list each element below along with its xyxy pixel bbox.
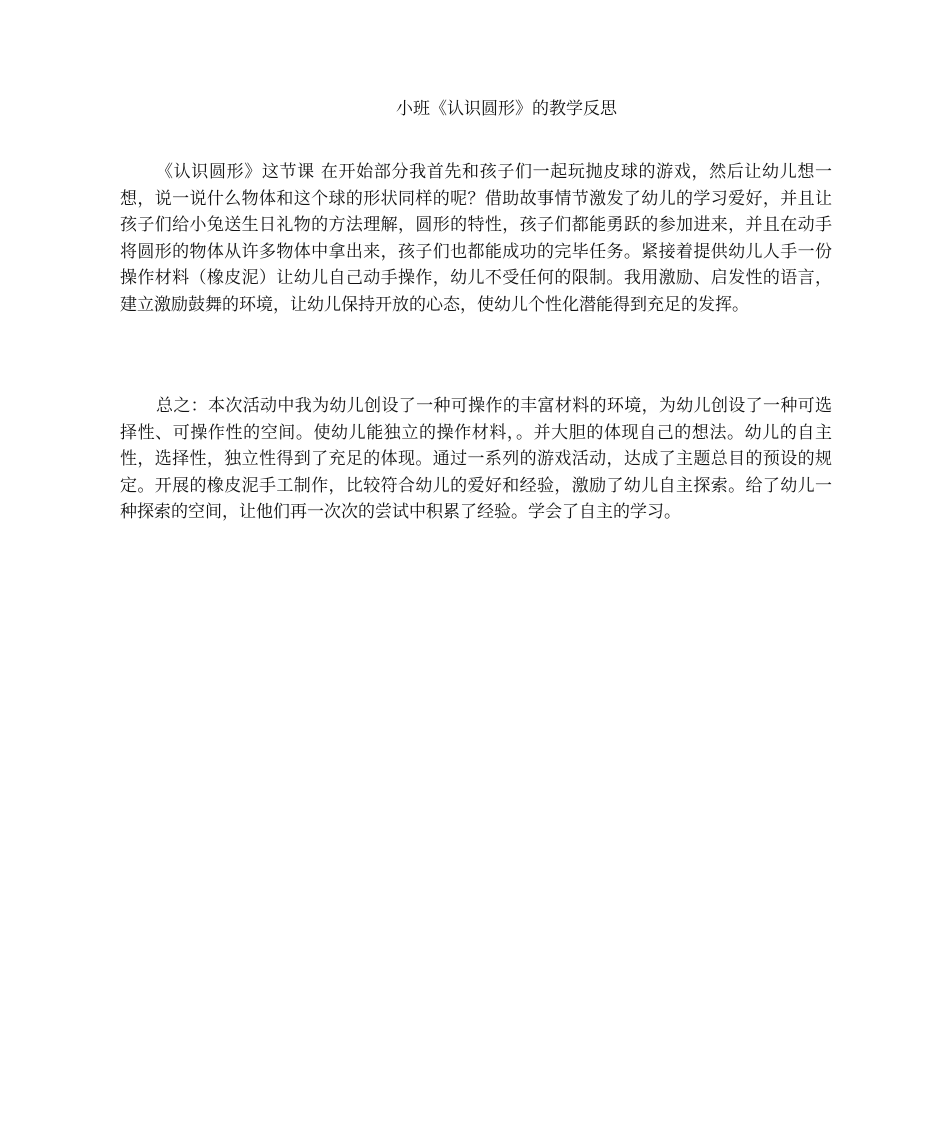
paragraph-intro: 《认识圆形》这节课 在开始部分我首先和孩子们一起玩抛皮球的游戏，然后让幼儿想一想，说一说什么物体和这个球的形状同样的呢？借助故事情节激发了幼儿的学习爱好，并且让孩子们给小兔送生日礼物的方法理解，圆形的特性，孩子们都能勇跃的参加进来，并且在动手将圆形的物体从许多物体中拿出来，孩子们也都能成功的完毕任务。紧接着提供幼儿人手一份操作材料（橡皮泥）让幼儿自己动手操作，幼儿不受任何的限制。我用激励、启发性的语言，建立激励鼓舞的环境，让幼儿保持开放的心态，使幼儿个性化潜能得到充足的发挥。 — [120, 162, 832, 315]
document-title: 小班《认识圆形》的教学反思 — [396, 99, 617, 119]
paragraph-summary: 总之：本次活动中我为幼儿创设了一种可操作的丰富材料的环境，为幼儿创设了一种可选择性、可操作性的空间。使幼儿能独立的操作材料，。并大胆的体现自己的想法。幼儿的自主性，选择性，独立性得到了充足的体现。通过一系列的游戏活动，达成了主题总目的预设的规定。开展的橡皮泥手工制作，比较符合幼儿的爱好和经验，激励了幼儿自主探索。给了幼儿一种探索的空间，让他们再一次次的尝试中积累了经验。学会了自主的学习。 — [120, 396, 832, 523]
